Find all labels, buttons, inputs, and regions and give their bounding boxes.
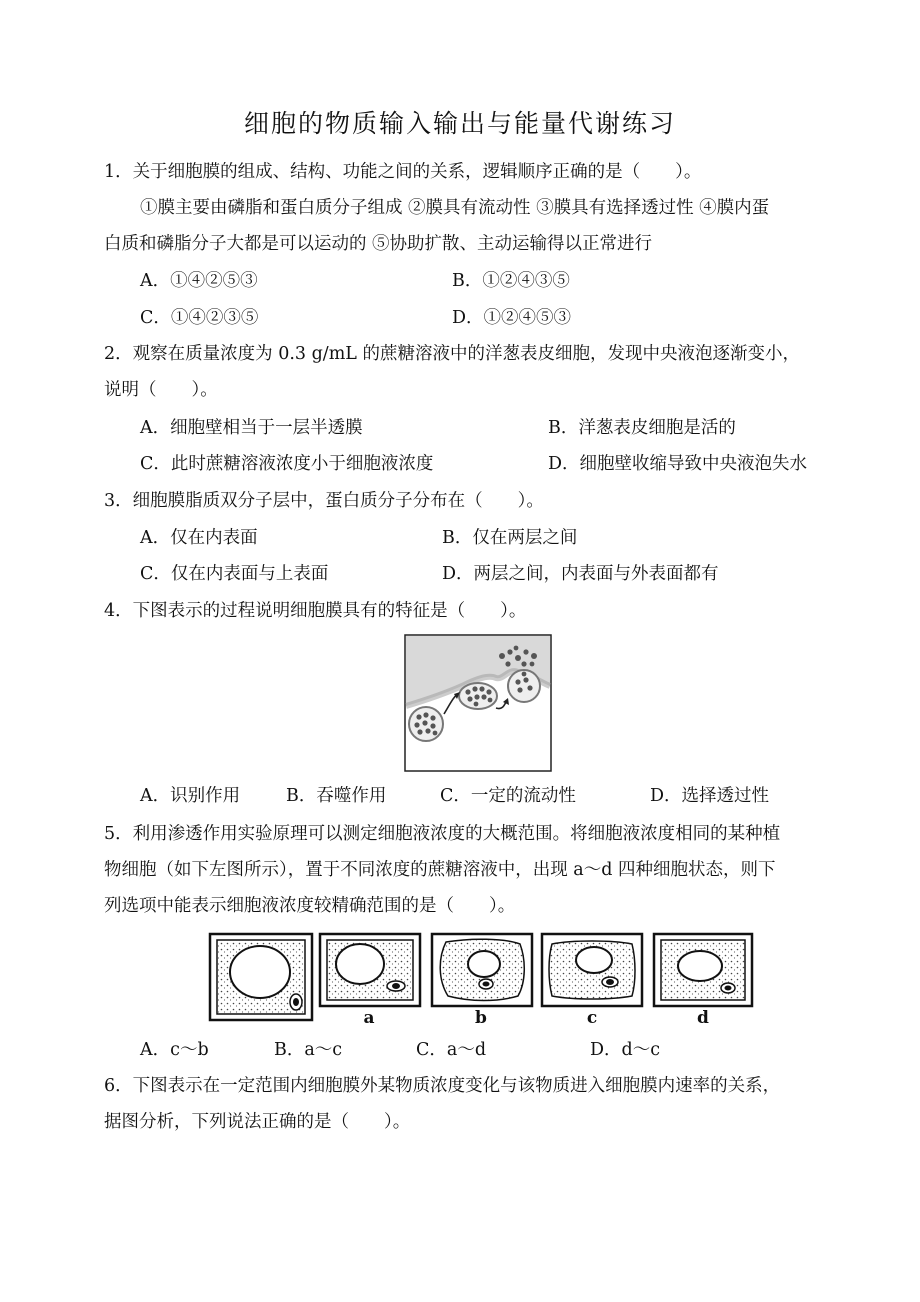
q3-option-b: B．仅在两层之间 — [442, 528, 578, 548]
q3-option-d: D．两层之间，内表面与外表面都有 — [442, 564, 719, 584]
q4-stem: 4．下图表示的过程说明细胞膜具有的特征是（ ）。 — [104, 601, 527, 621]
q5-stem-line3: 列选项中能表示细胞液浓度较精确范围的是（ ）。 — [104, 896, 516, 916]
q2-stem-line1: 2．观察在质量浓度为 0.3 g/mL 的蔗糖溶液中的洋葱表皮细胞，发现中央液泡逐渐变小， — [104, 344, 800, 364]
q1-option-d: D．①②④⑤③ — [452, 308, 572, 328]
q5-option-c: C．a～d — [416, 1040, 487, 1060]
q4-option-a: A．识别作用 — [140, 786, 241, 806]
q4-option-b: B．吞噬作用 — [286, 786, 387, 806]
cell-label-d: d — [697, 1008, 709, 1028]
q1-option-c: C．①④②③⑤ — [140, 308, 259, 328]
q1-option-a: A．①④②⑤③ — [140, 271, 258, 291]
page-title: 细胞的物质输入输出与能量代谢练习 — [243, 109, 676, 138]
cell-a — [320, 934, 420, 1006]
q4-option-c: C．一定的流动性 — [440, 786, 576, 806]
q1-stem: 1．关于细胞膜的组成、结构、功能之间的关系，逻辑顺序正确的是（ ）。 — [104, 162, 702, 182]
cell-label-c: c — [586, 1008, 598, 1028]
q2-option-c: C．此时蔗糖溶液浓度小于细胞液浓度 — [140, 454, 434, 474]
endocytosis-figure — [404, 634, 552, 772]
cell-d — [654, 934, 752, 1006]
q3-option-a: A．仅在内表面 — [140, 528, 258, 548]
cell-b — [432, 934, 532, 1006]
q2-option-b: B．洋葱表皮细胞是活的 — [548, 418, 736, 438]
q1-desc-line2: 白质和磷脂分子大都是可以运动的 ⑤协助扩散、主动运输得以正常进行 — [104, 234, 653, 254]
cell-c — [542, 934, 642, 1006]
q1-option-b: B．①②④③⑤ — [452, 271, 570, 291]
cell-label-b: b — [475, 1008, 487, 1028]
q5-option-b: B．a～c — [274, 1040, 343, 1060]
q5-stem-line2: 物细胞（如下左图所示），置于不同浓度的蔗糖溶液中，出现 a～d 四种细胞状态，则下 — [104, 860, 776, 880]
q6-stem-line2: 据图分析，下列说法正确的是（ ）。 — [104, 1112, 411, 1132]
q3-stem: 3．细胞膜脂质双分子层中，蛋白质分子分布在（ ）。 — [104, 491, 544, 511]
q3-option-c: C．仅在内表面与上表面 — [140, 564, 329, 584]
q2-option-d: D．细胞壁收缩导致中央液泡失水 — [548, 454, 808, 474]
q5-option-d: D．d～c — [590, 1040, 661, 1060]
q2-option-a: A．细胞壁相当于一层半透膜 — [140, 418, 363, 438]
q4-option-d: D．选择透过性 — [650, 786, 770, 806]
q6-stem-line1: 6．下图表示在一定范围内细胞膜外某物质浓度变化与该物质进入细胞膜内速率的关系， — [104, 1076, 781, 1096]
original-cell — [210, 934, 312, 1020]
q2-stem-line2: 说明（ ）。 — [104, 380, 218, 400]
q5-stem-line1: 5．利用渗透作用实验原理可以测定细胞液浓度的大概范围。将细胞液浓度相同的某种植 — [104, 824, 781, 844]
q1-desc-line1: ①膜主要由磷脂和蛋白质分子组成 ②膜具有流动性 ③膜具有选择透过性 ④膜内蛋 — [140, 198, 770, 218]
cell-label-a: a — [363, 1008, 375, 1028]
q5-option-a: A．c～b — [140, 1040, 209, 1060]
